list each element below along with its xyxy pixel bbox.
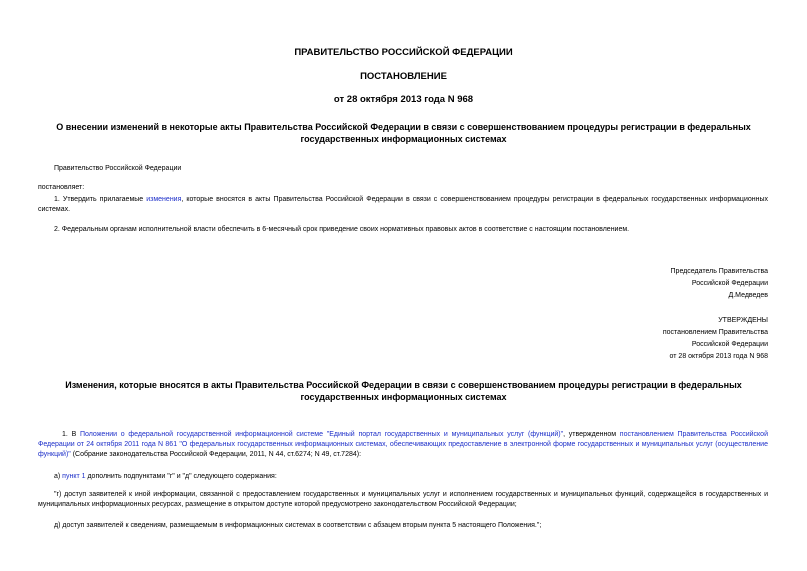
subitem-a — [54, 472, 277, 482]
signature-line-2: Российской Федерации — [691, 280, 768, 287]
government-heading: ПРАВИТЕЛЬСТВО РОССИЙСКОЙ ФЕДЕРАЦИИ — [294, 47, 513, 58]
subitem-d: д) доступ заявителей к сведениям, размещаемым в информационных системах в соответствии с абзацем вторым пункта 5 настоящего Положения."; — [54, 522, 542, 529]
government-text: Правительство Российской Федерации — [54, 165, 182, 172]
changes-title: Изменения, которые вносятся в акты Правительства Российской Федерации в связи с совершенствованием процедуры регистрации в федеральных государственных информационных системах — [65, 380, 742, 402]
resolution-861-link[interactable]: постановлением Правительства Российской Федерации от 24 октября 2011 года N 861 "О федеральных государственных информационных системах, обеспечивающих предоставление в электронной форме государственных и муниципальных услуг (осуществление функций)" — [38, 431, 768, 458]
approval-line-1: УТВЕРЖДЕНЫ — [718, 317, 768, 324]
document-type: ПОСТАНОВЛЕНИЕ — [360, 71, 447, 82]
changes-link[interactable]: изменения — [146, 196, 182, 203]
document-title: О внесении изменений в некоторые акты Правительства Российской Федерации в связи с совершенствованием процедуры регистрации в федеральных государственных информационных системах — [56, 122, 751, 144]
signature-block — [671, 266, 768, 302]
portal-regulation-link[interactable]: Положении о федеральной государственной информационной системе "Единый портал государственных и муниципальных услуг (функций)" — [80, 431, 564, 438]
subitem-a-letter: а) — [54, 473, 63, 480]
item1-text-a: 1. Утвердить прилагаемые — [54, 196, 147, 203]
resolution-item-1 — [38, 195, 768, 215]
point-1-link[interactable]: пункт 1 — [62, 473, 86, 480]
subitem-g: "г) доступ заявителей к иной информации, связанной с предоставлением государственных и муниципальных услуг и исполнением государственных и муниципальных функций, содержащейся в государственных и муниципальных информационных ресурсах, размещение в открытом доступе которой предусмотрено законодательством Российской Федерации; — [38, 491, 768, 508]
item1-text-b: , которые вносятся в акты Правительства Российской Федерации в связи с совершенствованием процедуры регистрации в федеральных государственных информационных системах. — [38, 196, 769, 213]
changes-item-1 — [38, 430, 768, 460]
approval-line-2: постановлением Правительства — [662, 329, 768, 336]
signature-name: Д.Медведев — [728, 292, 768, 299]
changes-item1-text-b: , утвержденном — [563, 431, 620, 438]
changes-item1-text-c: (Собрание законодательства Российской Федерации, 2011, N 44, ст.6274; N 49, ст.7284): — [70, 451, 362, 458]
document-date: от 28 октября 2013 года N 968 — [333, 94, 474, 105]
resolution-item-2: 2. Федеральным органам исполнительной власти обеспечить в 6-месячный срок приведение своих нормативных правовых актов в соответствие с настоящим постановлением. — [54, 226, 630, 233]
approval-line-3: Российской Федерации — [691, 341, 768, 348]
approval-line-4: от 28 октября 2013 года N 968 — [669, 353, 768, 360]
signature-line-1: Председатель Правительства — [670, 268, 768, 275]
subitem-a-text: дополнить подпунктами "г" и "д" следующего содержания: — [85, 473, 277, 480]
resolves-text: постановляет: — [38, 184, 85, 191]
approval-block — [663, 315, 768, 363]
changes-item1-text-a: 1. В — [62, 431, 80, 438]
